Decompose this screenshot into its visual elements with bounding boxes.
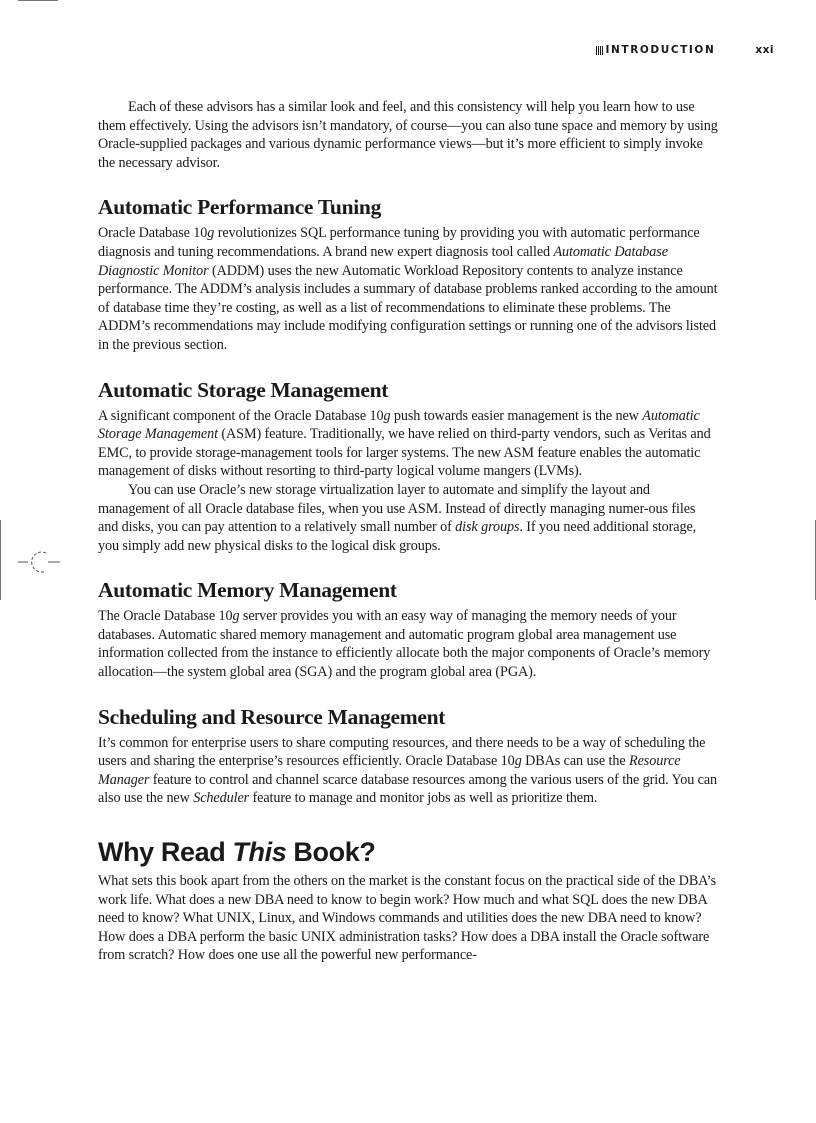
page-body	[98, 98, 718, 965]
heading-scheduling: Scheduling and Resource Management	[98, 704, 446, 729]
crop-mark-top	[18, 0, 58, 1]
heading-storage-management: Automatic Storage Management	[98, 377, 389, 402]
registration-mark-icon	[18, 549, 60, 575]
page-number: xxi	[755, 44, 774, 56]
storage-management-paragraph-2: You can use Oracle’s new storage virtualization layer to automate and simplify the layout and management of all Oracle database files, when you use ASM. Instead of directly managing numer-ous files and disks, you can pay attention to a relatively small number of disk groups. If you need additional storage, you simply add new physical disks to the logical disk groups.	[98, 481, 697, 554]
section-marker-icon	[596, 46, 604, 55]
section-title: INTRODUCTION	[605, 44, 716, 56]
why-read-paragraph: What sets this book apart from the others on the market is the constant focus on the practical side of the DBA’s work life. What does a new DBA need to know to begin work? How much and what SQL does the new DBA need to know? What UNIX, Linux, and Windows commands and utilities does the new DBA need to know? How does a DBA perform the basic UNIX administration tasks? How does a DBA install the Oracle software from scratch? How does one use all the powerful new performance-	[98, 873, 717, 964]
heading-performance-tuning: Automatic Performance Tuning	[98, 195, 382, 220]
memory-management-paragraph: The Oracle Database 10g server provides you with an easy way of managing the memory needs of your databases. Automatic shared memory management and automatic program global area management use information collected from the instance to efficiently allocate both the major components of Oracle’s memory allocation—the system global area (SGA) and the program global area (PGA).	[98, 608, 711, 681]
storage-management-paragraph-1: A significant component of the Oracle Database 10g push towards easier management is the new Automatic Storage Management (ASM) feature. Traditionally, we have relied on third-party vendors, such as Veritas and EMC, to provide storage-management tools for larger systems. The new ASM feature enables the automatic management of disks without resorting to third-party logical volume mangers (LVMs).	[98, 407, 711, 480]
scheduling-paragraph: It’s common for enterprise users to share computing resources, and there needs to be a way of scheduling the users and sharing the enterprise’s resources efficiently. Oracle Database 10g DBAs can use the Resource Manager feature to control and channel scarce database resources among the various users of the grid. You can also use the new Scheduler feature to manage and monitor jobs as well as prioritize them.	[98, 734, 718, 807]
running-head	[596, 44, 774, 56]
performance-tuning-paragraph: Oracle Database 10g revolutionizes SQL performance tuning by providing you with automatic performance diagnosis and tuning recommendations. A brand new expert diagnosis tool called Automatic Database Diagnostic Monitor (ADDM) uses the new Automatic Workload Repository contents to analyze instance performance. The ADDM’s analysis includes a summary of database problems ranked according to the amount of database time they’re costing, as well as a list of recommendations to eliminate these problems. The ADDM’s recommendations may include modifying configuration settings or running one of the advisors listed in the previous section.	[98, 225, 718, 353]
margin-rule-left	[0, 520, 1, 600]
intro-paragraph: Each of these advisors has a similar look and feel, and this consistency will help you learn how to use them effectively. Using the advisors isn’t mandatory, of course—you can also tune space and memory by using Oracle-supplied packages and various dynamic performance views—but it’s more efficient to simply invoke the necessary advisor.	[98, 99, 718, 171]
heading-why-read-this-book: Why Read This Book?	[98, 837, 376, 868]
heading-memory-management: Automatic Memory Management	[98, 578, 397, 603]
